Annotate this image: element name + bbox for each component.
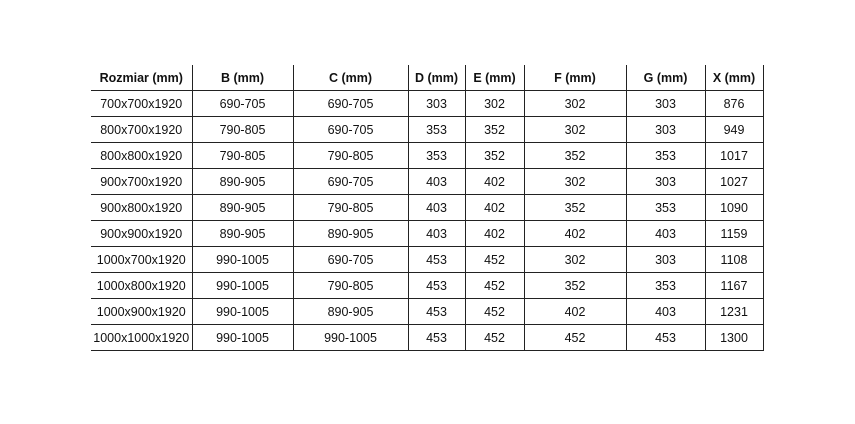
table-cell: 353 [626, 273, 705, 299]
table-cell: 352 [524, 195, 626, 221]
table-row [91, 273, 763, 299]
table-cell: 790-805 [293, 195, 408, 221]
header-cell: E (mm) [465, 65, 524, 91]
table-cell: 990-1005 [293, 325, 408, 351]
table-cell: 353 [626, 143, 705, 169]
table-cell: 890-905 [192, 169, 293, 195]
table-row [91, 169, 763, 195]
table-row [91, 117, 763, 143]
table-cell: 452 [465, 247, 524, 273]
table-cell: 402 [465, 195, 524, 221]
table-cell: 303 [626, 169, 705, 195]
table-cell: 403 [408, 169, 465, 195]
header-cell: B (mm) [192, 65, 293, 91]
header-cell: X (mm) [705, 65, 763, 91]
table-cell: 453 [408, 299, 465, 325]
table-cell: 403 [626, 299, 705, 325]
table-cell: 890-905 [192, 195, 293, 221]
table-cell: 352 [465, 117, 524, 143]
table-cell: 452 [465, 325, 524, 351]
table-body [91, 91, 763, 351]
table-cell: 690-705 [293, 169, 408, 195]
header-cell: F (mm) [524, 65, 626, 91]
table-cell: 900x700x1920 [91, 169, 192, 195]
table-cell: 1017 [705, 143, 763, 169]
table-cell: 402 [465, 169, 524, 195]
table-cell: 303 [626, 247, 705, 273]
table-cell: 353 [626, 195, 705, 221]
table-cell: 302 [524, 247, 626, 273]
table-cell: 452 [465, 273, 524, 299]
table-cell: 990-1005 [192, 247, 293, 273]
table-cell: 690-705 [192, 91, 293, 117]
table-row [91, 325, 763, 351]
table-cell: 302 [524, 117, 626, 143]
table-header-row [91, 65, 763, 91]
dimensions-table [91, 65, 764, 351]
table-cell: 403 [408, 195, 465, 221]
table-cell: 452 [524, 325, 626, 351]
table-cell: 800x800x1920 [91, 143, 192, 169]
table-cell: 1000x900x1920 [91, 299, 192, 325]
table-cell: 1000x1000x1920 [91, 325, 192, 351]
table-cell: 1027 [705, 169, 763, 195]
table-cell: 790-805 [192, 143, 293, 169]
table-cell: 1108 [705, 247, 763, 273]
table-row [91, 247, 763, 273]
table-cell: 1000x800x1920 [91, 273, 192, 299]
table-cell: 303 [626, 91, 705, 117]
header-cell: Rozmiar (mm) [91, 65, 192, 91]
table-cell: 790-805 [192, 117, 293, 143]
table-cell: 352 [524, 273, 626, 299]
table-cell: 1000x700x1920 [91, 247, 192, 273]
table-cell: 900x900x1920 [91, 221, 192, 247]
table-cell: 303 [626, 117, 705, 143]
table-cell: 690-705 [293, 91, 408, 117]
table-cell: 1159 [705, 221, 763, 247]
table-cell: 890-905 [293, 221, 408, 247]
table-cell: 353 [408, 117, 465, 143]
table-cell: 1231 [705, 299, 763, 325]
table-cell: 900x800x1920 [91, 195, 192, 221]
header-cell: G (mm) [626, 65, 705, 91]
table-cell: 452 [465, 299, 524, 325]
header-cell: D (mm) [408, 65, 465, 91]
table-cell: 1167 [705, 273, 763, 299]
table-cell: 453 [408, 325, 465, 351]
table-cell: 890-905 [293, 299, 408, 325]
table-cell: 990-1005 [192, 325, 293, 351]
table-cell: 800x700x1920 [91, 117, 192, 143]
table-row [91, 221, 763, 247]
table-cell: 990-1005 [192, 273, 293, 299]
table-row [91, 195, 763, 221]
table-cell: 453 [626, 325, 705, 351]
table-row [91, 299, 763, 325]
table-cell: 403 [408, 221, 465, 247]
table-cell: 352 [524, 143, 626, 169]
table-cell: 453 [408, 247, 465, 273]
table-cell: 302 [465, 91, 524, 117]
table-cell: 403 [626, 221, 705, 247]
table-cell: 990-1005 [192, 299, 293, 325]
table-row [91, 91, 763, 117]
table-cell: 352 [465, 143, 524, 169]
table-cell: 790-805 [293, 273, 408, 299]
table-cell: 302 [524, 169, 626, 195]
table-cell: 453 [408, 273, 465, 299]
table-cell: 1300 [705, 325, 763, 351]
table-cell: 949 [705, 117, 763, 143]
table-cell: 302 [524, 91, 626, 117]
table-cell: 353 [408, 143, 465, 169]
table-cell: 1090 [705, 195, 763, 221]
table-cell: 402 [465, 221, 524, 247]
table-cell: 876 [705, 91, 763, 117]
table-cell: 700x700x1920 [91, 91, 192, 117]
table-cell: 690-705 [293, 247, 408, 273]
header-cell: C (mm) [293, 65, 408, 91]
table-cell: 690-705 [293, 117, 408, 143]
table-cell: 402 [524, 221, 626, 247]
table-cell: 402 [524, 299, 626, 325]
table-row [91, 143, 763, 169]
table-cell: 790-805 [293, 143, 408, 169]
table-cell: 303 [408, 91, 465, 117]
table-cell: 890-905 [192, 221, 293, 247]
